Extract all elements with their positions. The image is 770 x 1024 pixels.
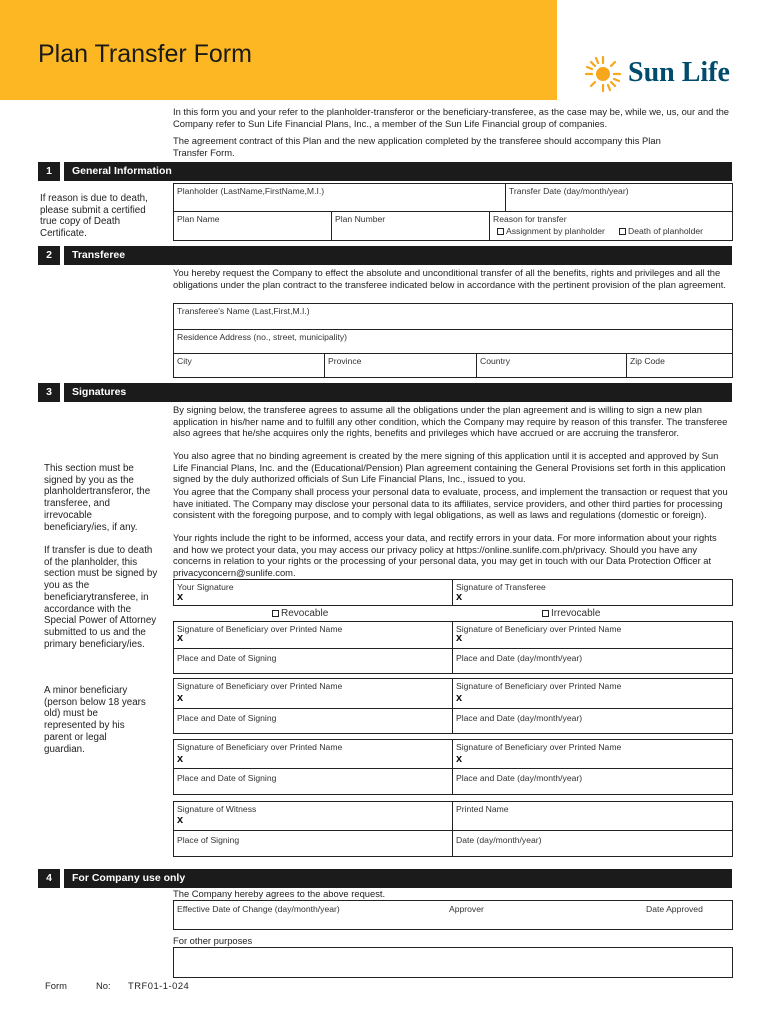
printed-name-field[interactable]: Printed Name — [456, 804, 509, 814]
beneficiary-signature-field[interactable]: Signature of Beneficiary over Printed Name — [177, 624, 343, 634]
sign-mark: x — [456, 692, 463, 704]
sign-mark: x — [177, 753, 184, 765]
place-date-field[interactable]: Place and Date (day/month/year) — [456, 713, 583, 723]
beneficiary-signature-field[interactable]: Signature of Beneficiary over Printed Name — [177, 681, 343, 691]
place-date-field[interactable]: Place and Date of Signing — [177, 713, 277, 723]
effective-date-label: Effective Date of Change (day/month/year) — [177, 904, 340, 914]
form-code: TRF01-1-024 — [128, 980, 190, 991]
other-purposes-box[interactable] — [173, 947, 733, 978]
reason-label: Reason for transfer — [493, 214, 567, 224]
checkbox-icon[interactable] — [497, 228, 504, 235]
signatures-note-3: A minor beneficiary (person below 18 years old) must be represented by his parent or legal guardian. — [44, 685, 146, 755]
revocable-checkbox[interactable] — [272, 608, 328, 619]
place-of-signing-field[interactable]: Place of Signing — [177, 835, 240, 845]
death-label: Death of planholder — [628, 226, 704, 236]
beneficiary-signature-field[interactable]: Signature of Beneficiary over Printed Name — [177, 742, 343, 752]
transfer-request-text: You hereby request the Company to effect the absolute and unconditional transfer of all the benefits, rights and privileges and all the obligations under the plan contract to the transferee indicated below in accordance with the pertinent provision of the plan agreement. — [173, 267, 726, 290]
sign-mark: x — [177, 632, 184, 644]
signatures-paragraph-4: Your rights include the right to be informed, access your data, and rectify errors in your data. For more information about your rights and how we protect your data, you may access our privacy policy at https://online.sunlife.com.ph/privacy. Should you have any concerns in relation to your rights or the processing of your personal data, you may get in touch with our Data Protection Officer at privacyconcern@sunlife.com. — [173, 532, 717, 578]
sign-mark: x — [177, 814, 184, 826]
footer-no-label: No: — [96, 980, 111, 991]
beneficiary-signature-field[interactable]: Signature of Beneficiary over Printed Name — [456, 681, 622, 691]
section-1-title: General Information — [64, 162, 732, 181]
witness-signature-field[interactable]: Signature of Witness — [177, 804, 257, 814]
place-date-field[interactable]: Place and Date (day/month/year) — [456, 773, 583, 783]
section-4-number: 4 — [38, 869, 60, 888]
province-field[interactable]: Province — [328, 356, 362, 366]
place-date-field[interactable]: Place and Date (day/month/year) — [456, 653, 583, 663]
transferee-signature-label: Signature of Transferee — [456, 582, 546, 592]
your-signature-field[interactable] — [174, 580, 451, 605]
reason-death-checkbox[interactable] — [616, 224, 706, 239]
section-1-note: If reason is due to death, please submit a certified true copy of Death Certificate. — [40, 193, 148, 240]
your-signature-label: Your Signature — [177, 582, 234, 592]
intro-paragraph-1: In this form you and your refer to the planholder-transferor or the beneficiary-transferee, as the case may be, while we, us, our and the Company refer to Sun Life Financial Plans, Inc., a member of the Sun Life Financial group of companies. — [173, 106, 730, 129]
sign-mark: x — [177, 591, 184, 603]
transferee-name-field[interactable]: Transferee's Name (Last,First,M.I.) — [177, 306, 310, 316]
city-field[interactable]: City — [177, 356, 192, 366]
place-date-field[interactable]: Place and Date of Signing — [177, 773, 277, 783]
transfer-date-field[interactable]: Transfer Date (day/month/year) — [509, 186, 629, 196]
sign-mark: x — [456, 632, 463, 644]
plan-name-field[interactable]: Plan Name — [177, 214, 220, 224]
assignment-label: Assignment by planholder — [506, 226, 605, 236]
section-2-number: 2 — [38, 246, 60, 265]
irrevocable-label: Irrevocable — [551, 608, 601, 619]
beneficiary-signature-field[interactable]: Signature of Beneficiary over Printed Name — [456, 742, 622, 752]
signatures-paragraph-2: You also agree that no binding agreement is created by the mere signing of this application until it is accepted and approved by Sun Life Financial Plans, Inc. and the (Educational/Pension) Plan agreement containing the General Provisions set forth in this application signed by the duly authorized officials of Sun Life Financial Plans, Inc., issued to you. — [173, 450, 726, 484]
date-field[interactable]: Date (day/month/year) — [456, 835, 542, 845]
transferee-signature-field[interactable] — [453, 580, 732, 605]
residence-address-field[interactable]: Residence Address (no., street, municipality) — [177, 332, 348, 342]
sign-mark: x — [456, 591, 463, 603]
signatures-note-1: This section must be signed by you as the planholdertransferor, the transferee, and irrevocable beneficiary/ies, if any. — [44, 463, 151, 533]
section-3-title: Signatures — [64, 383, 732, 402]
signatures-paragraph-3: You agree that the Company shall process your personal data to evaluate, process, and implement the transaction or request that you have initiated. The Company may disclose your personal data to its affiliates, service providers, and other third parties for processing consistent with the foregoing purpose, and to comply with legal obligations, as well as laws and regulations (domestic or foreign). — [173, 486, 728, 520]
brand-name: Sun Life — [628, 57, 730, 88]
irrevocable-checkbox[interactable] — [542, 608, 600, 619]
planholder-field[interactable]: Planholder (LastName,FirstName,M.I.) — [177, 186, 325, 196]
section-4-title: For Company use only — [64, 869, 732, 888]
signatures-paragraph-1: By signing below, the transferee agrees to assume all the obligations under the plan agreement and is willing to sign a new plan application in his/her name and to fulfill any other condition, which the Company may require by reason of this transfer. The transferee also agrees that he/she acquires only the rights, benefits and privileges which have accrued or are accruing the transferor. — [173, 404, 728, 438]
zip-code-field[interactable]: Zip Code — [630, 356, 665, 366]
company-agreement-text: The Company hereby agrees to the above request. — [173, 888, 386, 899]
beneficiary-signature-field[interactable]: Signature of Beneficiary over Printed Name — [456, 624, 622, 634]
sun-life-logo-icon — [584, 55, 622, 93]
sign-mark: x — [177, 692, 184, 704]
date-approved-label: Date Approved — [646, 904, 703, 914]
checkbox-icon[interactable] — [542, 610, 549, 617]
section-1-number: 1 — [38, 162, 60, 181]
page-title: Plan Transfer Form — [38, 40, 252, 68]
checkbox-icon[interactable] — [272, 610, 279, 617]
footer-form-label: Form — [45, 980, 67, 991]
revocable-label: Revocable — [281, 608, 329, 619]
intro-paragraph-2: The agreement contract of this Plan and the new application completed by the transferee should accompany this Plan Transfer Form. — [173, 135, 661, 158]
country-field[interactable]: Country — [480, 356, 511, 366]
checkbox-icon[interactable] — [619, 228, 626, 235]
section-2-title: Transferee — [64, 246, 732, 265]
other-purposes-label: For other purposes — [173, 935, 253, 946]
approver-label: Approver — [449, 904, 484, 914]
sign-mark: x — [456, 753, 463, 765]
place-date-field[interactable]: Place and Date of Signing — [177, 653, 277, 663]
plan-number-field[interactable]: Plan Number — [335, 214, 386, 224]
section-3-number: 3 — [38, 383, 60, 402]
signatures-note-2: If transfer is due to death of the planholder, this section must be signed by you as the beneficiarytransferee, in accordance with the Special Power of Attorney submitted to us and the primary beneficiary/ies. — [44, 545, 158, 650]
reason-assignment-checkbox[interactable] — [494, 224, 608, 239]
